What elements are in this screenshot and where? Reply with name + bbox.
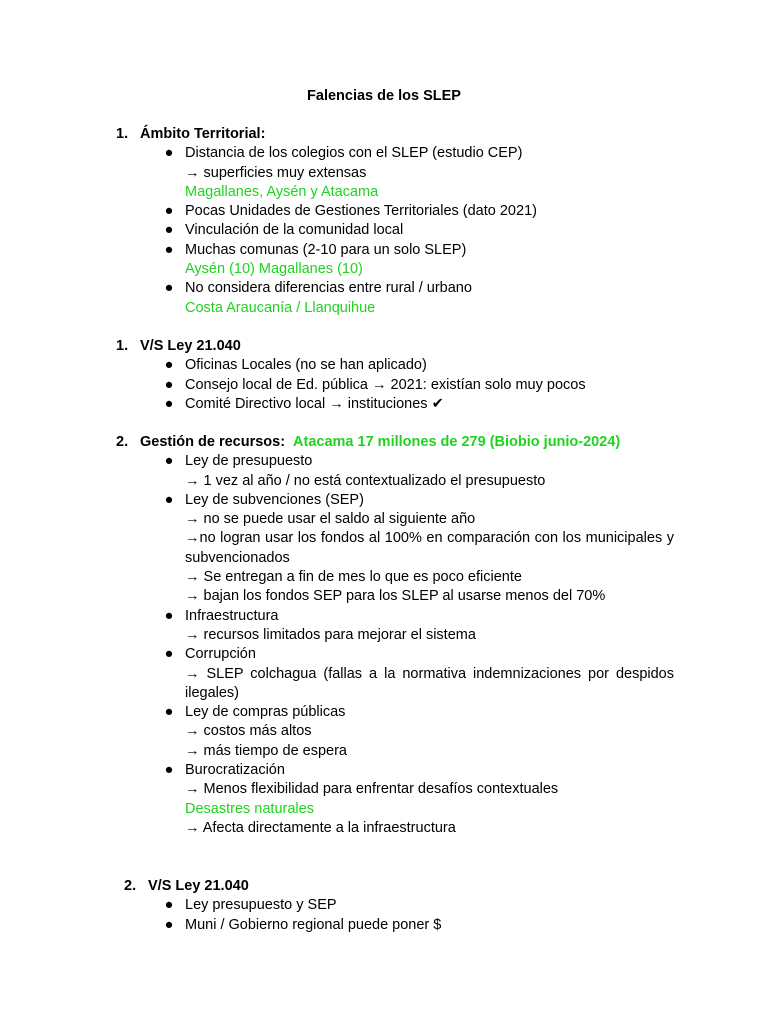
item-text: Infraestructura (185, 607, 279, 624)
list-item (0, 896, 768, 915)
item-text: Pocas Unidades de Gestiones Territoriales (dato 2021) (185, 203, 537, 220)
bullet-icon: ● (164, 607, 174, 624)
bullet-icon: ● (164, 145, 174, 162)
list-item (0, 703, 768, 761)
section-title: V/S Ley 21.040 (140, 338, 241, 354)
document-title: Falencias de los SLEP (307, 88, 461, 104)
section-title (140, 433, 620, 452)
item-text: Muni / Gobierno regional puede poner $ (185, 916, 442, 933)
bullet-icon: ● (164, 897, 174, 914)
list-item (0, 376, 768, 395)
item-subtext: → superficies muy extensas (185, 164, 367, 181)
bullet-list (0, 356, 768, 414)
item-subtext: →no logran usar los fondos al 100% en comparación con los municipales y subvencionados (185, 530, 674, 566)
bullet-icon: ● (164, 280, 174, 297)
bullet-icon: ● (164, 395, 174, 412)
item-text: Corrupción (185, 646, 256, 663)
item-text: No considera diferencias entre rural / urbano (185, 280, 472, 297)
list-item (0, 491, 768, 607)
bullet-icon: ● (164, 916, 174, 933)
item-text: Ley de presupuesto (185, 453, 313, 470)
list-item (0, 356, 768, 375)
list-item (0, 761, 768, 838)
item-subtext: → costos más altos (185, 723, 312, 740)
bullet-icon: ● (164, 203, 174, 220)
item-subtext: → más tiempo de espera (185, 742, 347, 759)
section-heading (0, 337, 768, 356)
section-vs-ley-1 (0, 337, 768, 414)
item-subtext: → SLEP colchagua (fallas a la normativa indemnizaciones por despidos ilegales) (185, 665, 674, 701)
item-subtext: → bajan los fondos SEP para los SLEP al usarse menos del 70% (185, 588, 606, 605)
item-text: Vinculación de la comunidad local (185, 222, 404, 239)
bullet-icon: ● (164, 357, 174, 374)
item-text: Oficinas Locales (no se han aplicado) (185, 357, 427, 374)
list-item (0, 607, 768, 646)
item-subtext: → Se entregan a fin de mes lo que es poco eficiente (185, 569, 522, 586)
bullet-list (0, 144, 768, 318)
item-text: Muchas comunas (2-10 para un solo SLEP) (185, 241, 467, 258)
item-subtext: → Menos flexibilidad para enfrentar desafíos contextuales (185, 781, 559, 798)
section-heading (0, 877, 768, 896)
list-item (0, 279, 768, 318)
list-item (0, 241, 768, 280)
bullet-icon: ● (164, 222, 174, 239)
bullet-list (0, 896, 768, 935)
bullet-icon: ● (164, 241, 174, 258)
list-item (0, 144, 768, 202)
item-highlight: Aysén (10) Magallanes (10) (185, 261, 363, 278)
section-highlight: Atacama 17 millones de 279 (Biobio junio-2024) (293, 434, 621, 450)
item-subtext: → 1 vez al año / no está contextualizado el presupuesto (185, 472, 546, 489)
section-title-text: Gestión de recursos: (140, 434, 286, 450)
item-text: Ley de compras públicas (185, 704, 346, 721)
item-highlight: Magallanes, Aysén y Atacama (185, 183, 379, 200)
list-item (0, 452, 768, 491)
item-text: Consejo local de Ed. pública → 2021: existían solo muy pocos (185, 376, 586, 393)
section-number: 2. (124, 878, 137, 894)
section-heading (0, 125, 768, 144)
bullet-icon: ● (164, 704, 174, 721)
section-number: 1. (116, 126, 129, 142)
list-item (0, 395, 768, 414)
item-text: Ley presupuesto y SEP (185, 897, 337, 914)
list-item (0, 221, 768, 240)
bullet-icon: ● (164, 453, 174, 470)
bullet-icon: ● (164, 491, 174, 508)
section-gestion-recursos (0, 433, 768, 838)
section-title: Ámbito Territorial: (140, 126, 266, 142)
item-text: Distancia de los colegios con el SLEP (estudio CEP) (185, 145, 523, 162)
section-number: 1. (116, 338, 129, 354)
bullet-icon: ● (164, 646, 174, 663)
item-subtext: → recursos limitados para mejorar el sistema (185, 626, 476, 643)
section-number: 2. (116, 434, 129, 450)
list-item (0, 916, 768, 935)
list-item (0, 645, 768, 703)
section-ambito-territorial (0, 125, 768, 318)
item-subtext: → Afecta directamente a la infraestructura (185, 819, 456, 836)
item-subtext: → no se puede usar el saldo al siguiente año (185, 511, 476, 528)
item-text: Comité Directivo local → instituciones ✔ (185, 395, 444, 412)
item-highlight: Costa Araucanía / Llanquihue (185, 299, 376, 316)
section-vs-ley-2 (0, 877, 768, 935)
item-text: Ley de subvenciones (SEP) (185, 491, 364, 508)
bullet-list (0, 452, 768, 838)
section-heading (0, 433, 768, 452)
bullet-icon: ● (164, 376, 174, 393)
item-text: Burocratización (185, 762, 285, 779)
section-title: V/S Ley 21.040 (148, 878, 249, 894)
item-highlight: Desastres naturales (185, 800, 314, 817)
list-item (0, 202, 768, 221)
bullet-icon: ● (164, 762, 174, 779)
